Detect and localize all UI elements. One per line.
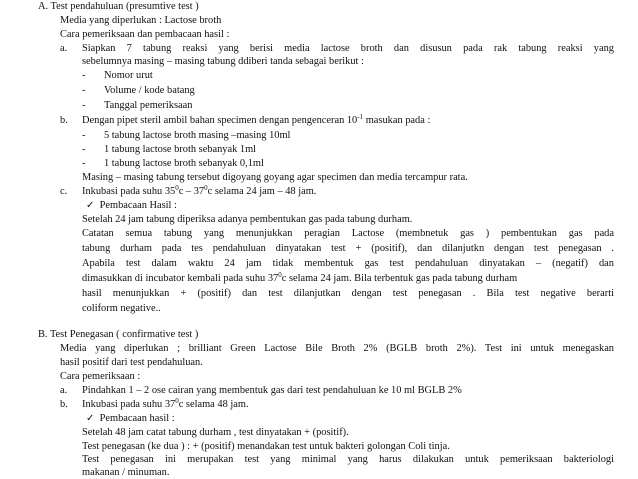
bullet-dash: - [82,85,86,96]
b-result-2: Test penegasan (ke dua ) : + (positif) menandakan test untuk bakteri golongan Coli tinja. [82,441,450,452]
label-item-3: Tanggal pemeriksaan [104,100,193,111]
section-a-media: Media yang diperlukan : Lactose broth [60,15,222,26]
tube-item-2: 1 tabung lactose broth sebanyak 1ml [104,144,257,155]
tube-item-1: 5 tabung lactose broth masing –masing 10ml [104,130,291,141]
section-b-cara: Cara pemeriksaan : [60,371,141,382]
b-item-b: Inkubasi pada suhu $37^0c$ selama 48 jam. [82,397,249,410]
bullet-dash: - [82,144,86,155]
bullet-dash: - [82,100,86,111]
label-item-2: Volume / kode batang [104,85,195,96]
shake-text: Masing – masing tabung tersebut digoyang goyang agar specimen dan media tercampur rata. [82,172,468,183]
note-line-4: dimasukkan di incubator kembali pada suhu $37^0c$ selama 24 jam. Bila terbentuk gas pada tabung durham [82,271,518,284]
pembacaan-hasil-heading: ✓ Pembacaan Hasil : [86,200,177,211]
label-item-1: Nomor urut [104,70,153,81]
bullet-dash: - [82,158,86,169]
b-item-b-marker: b. [60,399,68,410]
b-result-1: Setelah 48 jam catat tabung durham , test dinyatakan + (positif). [82,427,349,438]
b-result-4: makanan / minuman. [82,467,170,478]
item-c-marker: c. [60,186,68,197]
section-a-heading: A. Test pendahuluan (presumtive test ) [38,1,199,12]
section-a-cara: Cara pemeriksaan dan pembacaan hasil : [60,29,230,40]
section-b-media-1: Media yang diperlukan ; brilliant Green Lactose Bile Broth 2% (BGLB broth 2%). Test ini untuk menegaskan [60,343,614,354]
bullet-dash: - [82,70,86,81]
b-item-a: Pindahkan 1 – 2 ose cairan yang membentuk gas dari test pendahuluan ke 10 ml BGLB 2% [82,385,462,396]
note-line-3: Apabila test dalam waktu 24 jam tidak membentuk gas test pendahuluan dinyatakan – (negatif) dan [82,258,614,269]
result-text: Setelah 24 jam tabung diperiksa adanya pembentukan gas pada tabung durham. [82,214,413,225]
item-a-line-1: Siapkan 7 tabung reaksi yang berisi media lactose broth dan disusun pada rak tabung reaksi yang [82,43,614,54]
tube-item-3: 1 tabung lactose broth sebanyak 0,1ml [104,158,264,169]
note-line-2: tabung durham pada tes pendahuluan dinyatakan test + (positif), dan dilanjutkn dengan test penegasan . [82,243,614,254]
item-b-marker: b. [60,115,68,126]
b-item-a-marker: a. [60,385,68,396]
checkmark-icon: ✓ [86,200,95,211]
b-result-3: Test penegasan ini merupakan test yang minimal yang harus dilakukan untuk pemeriksaan bakteriologi [82,454,614,465]
item-a-marker: a. [60,43,68,54]
note-line-1: Catatan semua tabung yang menunjukkan peragian Lactose (membnetuk gas ) pembentukan gas pada [82,228,614,239]
note-line-6: coliform negative.. [82,303,161,314]
b-pembacaan-heading: ✓ Pembacaan hasil : [86,413,175,424]
item-b-text: Dengan pipet steril ambil bahan specimen dengan pengenceran $10^{-1}$ masukan pada : [82,113,431,126]
section-b-heading: B. Test Penegasan ( confirmative test ) [38,329,199,340]
section-b-media-2: hasil positif dari test pendahuluan. [60,357,203,368]
note-line-5: hasil menunjukkan + (positif) dan test dilanjutkan dengan test penegasan . Bila test negative berarti [82,288,614,299]
checkmark-icon: ✓ [86,413,95,424]
incubation-text: Inkubasi pada suhu $35^0c - 37^0c$ selama 24 jam – 48 jam. [82,184,317,197]
item-a-line-2: sebelumnya masing – masing tabung ddiberi tanda sebagai berikut : [82,56,364,67]
bullet-dash: - [82,130,86,141]
